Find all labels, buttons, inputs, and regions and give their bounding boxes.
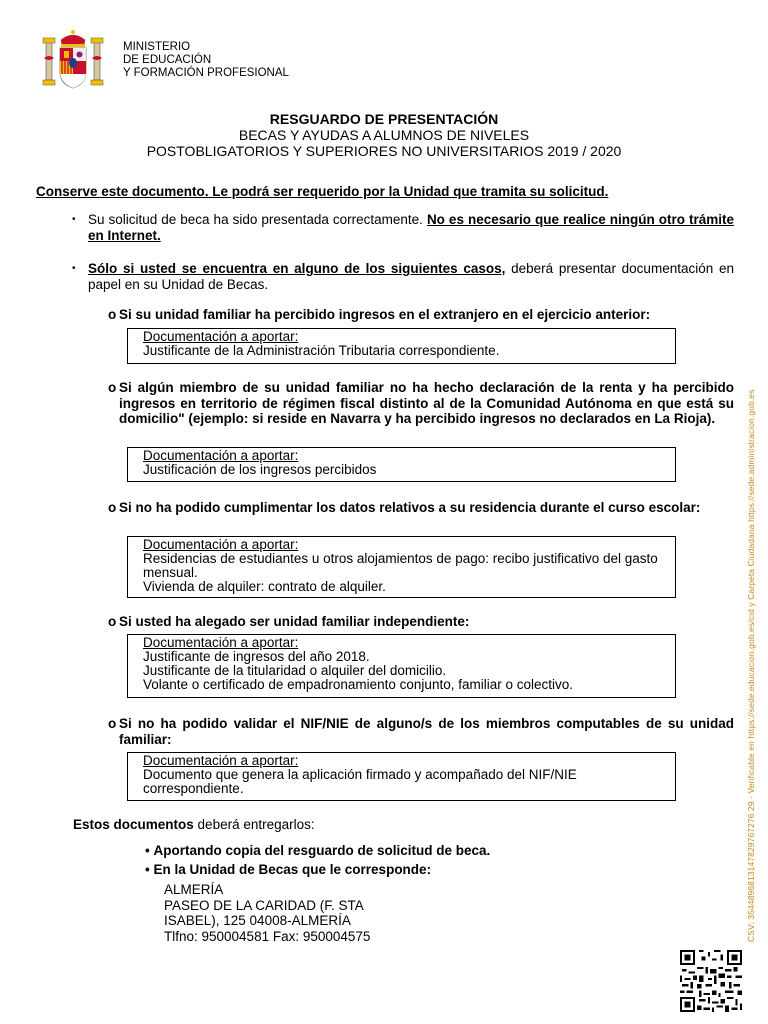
- doc-box-2: [127, 447, 676, 482]
- coat-of-arms-icon: [40, 28, 106, 92]
- qr-code-icon: [680, 950, 742, 1012]
- bullet-cases: [72, 261, 734, 292]
- case-title: Si algún miembro de su unidad familiar no ha hecho declaración de la renta y ha percibido ingresos en territorio de régimen fiscal distinto al de la Comunidad Autónoma en que está su domicilio" (ejemplo: si reside en Navarra y ha percibido ingresos no declarados en La Rioja).: [119, 380, 734, 426]
- bullet-cases-highlight: Sólo si usted se encuentra en alguno de los siguientes casos,: [88, 261, 506, 276]
- doc-item: Justificante de la titularidad o alquiler del domicilio.: [143, 663, 447, 678]
- case-nif-nie: [108, 716, 734, 747]
- doc-box-3: [127, 536, 676, 598]
- case-title: Si no ha podido cumplimentar los datos relativos a su residencia durante el curso escolar:: [119, 500, 701, 515]
- doc-item: Documento que genera la aplicación firmado y acompañado del NIF/NIE correspondiente.: [143, 767, 577, 796]
- doc-label: Documentación a aportar:: [143, 635, 299, 650]
- doc-label: Documentación a aportar:: [143, 537, 299, 552]
- case-marker-icon: o: [108, 500, 117, 515]
- doc-box-5: [127, 752, 676, 801]
- delivery-lead-bold: Estos documentos: [73, 817, 194, 832]
- bullet-dot-icon: •: [145, 862, 154, 877]
- title-line-3: POSTOBLIGATORIOS Y SUPERIORES NO UNIVERSITARIOS 2019 / 2020: [146, 143, 622, 159]
- delivery-option-copy: [145, 843, 490, 858]
- case-marker-icon: o: [108, 614, 117, 629]
- case-title: Si no ha podido validar el NIF/NIE de alguno/s de los miembros computables de su unidad familiar:: [119, 716, 734, 747]
- delivery-option-text: Aportando copia del resguardo de solicitud de beca.: [153, 843, 491, 858]
- delivery-lead-rest: deberá entregarlos:: [197, 817, 315, 832]
- delivery-option-unit: [145, 862, 431, 877]
- case-marker-icon: o: [108, 716, 117, 731]
- title-line-2: BECAS Y AYUDAS A ALUMNOS DE NIVELES: [238, 127, 530, 143]
- case-title: Si usted ha alegado ser unidad familiar independiente:: [119, 614, 470, 629]
- bullet-dot-icon: •: [145, 843, 154, 858]
- case-marker-icon: o: [108, 380, 117, 395]
- ministry-line-2: DE EDUCACIÓN: [123, 54, 212, 66]
- bullet-dot-icon: •: [72, 214, 76, 225]
- ministry-line-3: Y FORMACIÓN PROFESIONAL: [123, 67, 289, 79]
- address-line-3: ISABEL), 125 04008-ALMERÍA: [164, 913, 351, 928]
- case-title: Si su unidad familiar ha percibido ingresos en el extranjero en el ejercicio anterior:: [119, 307, 651, 322]
- case-marker-icon: o: [108, 307, 117, 322]
- case-foreign-income: [108, 307, 734, 323]
- doc-item: Residencias de estudiantes u otros alojamientos de pago: recibo justificativo del gasto mensual.: [143, 551, 658, 580]
- bullet-submitted-text: Su solicitud de beca ha sido presentada correctamente.: [88, 212, 423, 227]
- doc-label: Documentación a aportar:: [143, 329, 299, 344]
- doc-label: Documentación a aportar:: [143, 753, 299, 768]
- unit-address: [164, 882, 370, 944]
- delivery-option-text: En la Unidad de Becas que le corresponde:: [153, 862, 432, 877]
- address-line-4: Tlfno: 950004581 Fax: 950004575: [164, 928, 371, 944]
- delivery-lead: [73, 817, 315, 832]
- address-line-1: ALMERÍA: [164, 882, 224, 897]
- doc-item: Justificación de los ingresos percibidos: [143, 462, 377, 477]
- document-title: [0, 111, 768, 159]
- doc-item: Vivienda de alquiler: contrato de alquiler.: [143, 579, 386, 594]
- bullet-submitted: [72, 212, 734, 243]
- ministry-line-1: MINISTERIO: [123, 41, 191, 53]
- bullet-submitted-highlight: No es necesario que realice ningún otro trámite en Internet.: [88, 212, 734, 243]
- csv-verification-text: CSV: 3544896813147829767276 29 - Verificable en https://sede.educacion.gob.es/cid y Carpeta Ciudadana https://sede.administracion.gob.es: [746, 389, 756, 942]
- address-line-2: PASEO DE LA CARIDAD (F. STA: [164, 897, 364, 913]
- ministry-header: [123, 41, 289, 80]
- title-main: RESGUARDO DE PRESENTACIÓN: [269, 111, 499, 127]
- doc-box-4: [127, 634, 676, 698]
- doc-box-1: [127, 328, 676, 364]
- doc-item: Justificante de la Administración Tributaria correspondiente.: [143, 343, 500, 358]
- doc-item: Volante o certificado de empadronamiento conjunto, familiar o colectivo.: [143, 677, 573, 692]
- case-other-region-income: [108, 380, 734, 427]
- bullet-dot-icon: •: [72, 263, 76, 274]
- doc-item: Justificante de ingresos del año 2018.: [143, 649, 370, 664]
- bullet-cases-text: deberá presentar documentación en papel en su Unidad de Becas.: [88, 261, 734, 292]
- intro-notice: Conserve este documento. Le podrá ser requerido por la Unidad que tramita su solicitud.: [36, 184, 609, 199]
- doc-label: Documentación a aportar:: [143, 448, 299, 463]
- case-residence: [108, 500, 734, 516]
- case-independent: [108, 614, 734, 630]
